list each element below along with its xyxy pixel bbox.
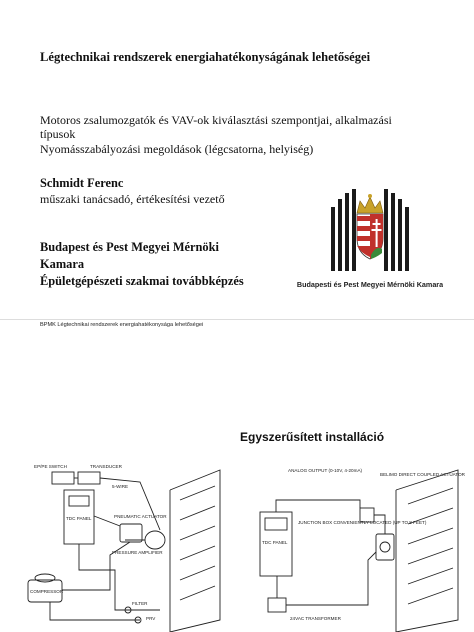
organization-line-3: Épületgépészeti szakmai továbbképzés	[40, 274, 244, 288]
label-transducer: TRANSDUCER	[90, 464, 122, 469]
label-pressure-amplifier: PRESSURE AMPLIFIER	[112, 550, 163, 555]
label-junction-box: JUNCTION BOX CONVENIENTLY LOCATED (UP TO 8 FEET)	[298, 520, 427, 525]
author-role: műszaki tanácsadó, értékesítési vezető	[40, 192, 225, 206]
logo-caption: Budapesti és Pest Megyei Mérnöki Kamara	[297, 280, 443, 289]
label-compressor: COMPRESSOR	[30, 589, 64, 594]
label-24vac-transformer: 24VAC TRANSFORMER	[290, 616, 341, 621]
topic-line-2: típusok	[40, 127, 76, 141]
label-prv: PRV	[146, 616, 156, 621]
slide2-title: Egyszerűsített installáció	[240, 430, 385, 444]
slide-divider	[0, 319, 474, 320]
label-tdc-panel-electric: TDC PANEL	[262, 540, 288, 545]
author-name: Schmidt Ferenc	[40, 176, 124, 190]
organization-line-1: Budapest és Pest Megyei Mérnöki	[40, 240, 219, 254]
label-analog-output: ANALOG OUTPUT (0-10V, 4-20mA)	[288, 468, 363, 473]
label-ep-switch: EP/PE SWITCH	[34, 464, 67, 469]
label-filter: FILTER	[132, 601, 148, 606]
label-belimo-actuator: BELIMO DIRECT COUPLED ACTUATOR	[380, 472, 465, 477]
electric-installation-sketch	[248, 460, 468, 632]
topic-line-1: Motoros zsalumozgatók és VAV-ok kiválasztási szempontjai, alkalmazási	[40, 113, 392, 127]
slide-title: Légtechnikai rendszerek energiahatékonyságának lehetőségei	[40, 50, 371, 64]
label-tdc-panel: TDC PANEL	[66, 516, 92, 521]
chamber-crest-logo	[297, 183, 443, 305]
footer-caption: BPMK Légtechnikai rendszerek energiahatékonysága lehetőségei	[40, 322, 204, 328]
pneumatic-installation-sketch	[20, 460, 235, 632]
topic-line-3: Nyomásszabályozási megoldások (légcsatorna, helyiség)	[40, 142, 314, 156]
label-pneumatic-actuator: PNEUMATIC ACTUATOR	[114, 514, 167, 519]
organization-line-2: Kamara	[40, 257, 85, 271]
label-5-wire: 5-WIRE	[112, 484, 129, 489]
